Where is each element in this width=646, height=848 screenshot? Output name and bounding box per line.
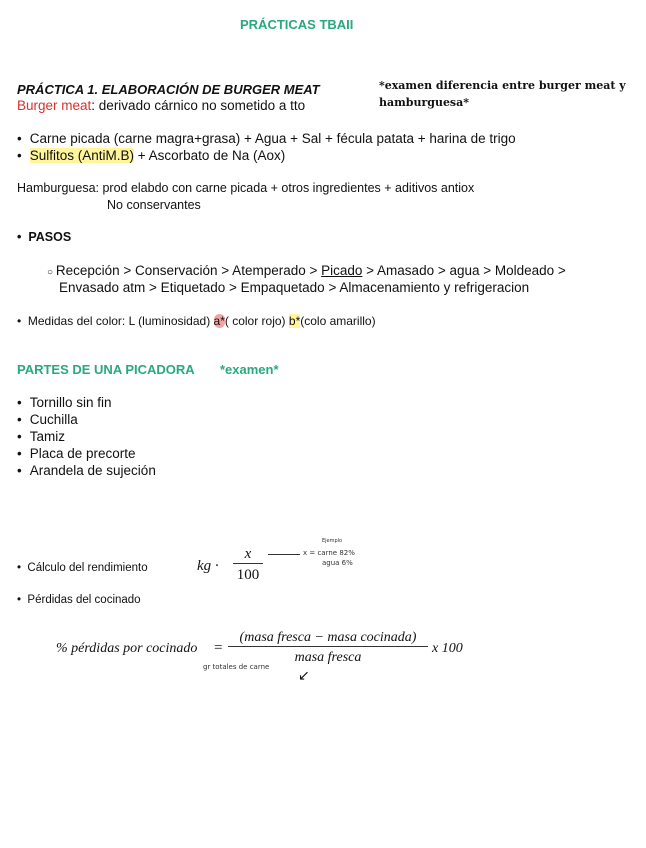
rendimiento-label: • Cálculo del rendimiento <box>17 562 148 574</box>
b-star: b* <box>288 314 301 328</box>
hamburguesa-note: No conservantes <box>107 198 201 212</box>
formula-lhs: % pérdidas por cocinado <box>56 641 198 656</box>
formula-kg: kg · <box>197 558 219 574</box>
formula-denominator: masa fresca <box>294 650 362 665</box>
picado-text: Picado <box>321 263 363 278</box>
definition <box>17 98 305 113</box>
arrow-icon <box>268 554 300 555</box>
hamburguesa-def: Hamburguesa: prod elabdo con carne picada + otros ingredientes + aditivos antiox <box>17 181 475 195</box>
color-measures: • Medidas del color: L (luminosidad) a*( color rojo) b*(colo amarillo) <box>17 314 376 328</box>
a-star: a* <box>213 314 225 328</box>
label-text: Pérdidas del cocinado <box>27 594 141 606</box>
definition-term: Burger meat <box>17 98 92 113</box>
list-item: • Placa de precorte <box>17 446 156 463</box>
highlighted-text: Sulfitos (AntiM.B) <box>29 148 135 163</box>
picadora-exam-note: *examen* <box>220 362 279 377</box>
formula-numerator: (masa fresca − masa cocinada) <box>228 630 428 647</box>
formula-num: x <box>233 546 263 564</box>
list-item: • Tamiz <box>17 429 156 446</box>
practice-heading: PRÁCTICA 1. ELABORACIÓN DE BURGER MEAT <box>17 82 320 97</box>
steps-text: > Amasado > agua > Moldeado > <box>362 263 566 278</box>
exam-note-2: hamburguesa* <box>379 96 470 109</box>
color-text: ( color rojo) <box>224 314 289 328</box>
exam-note: *examen diferencia entre burger meat y <box>379 79 626 92</box>
steps-line-1: ○ Recepción > Conservación > Atemperado > Picado > Amasado > agua > Moldeado > <box>47 263 566 278</box>
list-item <box>17 131 516 148</box>
steps-line-2: Envasado atm > Etiquetado > Empaquetado > Almacenamiento y refrigeracion <box>59 280 530 295</box>
color-text: (colo amarillo) <box>300 314 376 328</box>
definition-text: : derivado cárnico no sometido a tto <box>91 98 306 113</box>
list-item: • Cuchilla <box>17 412 156 429</box>
list-item <box>17 148 516 165</box>
handwritten-note: gr totales de carne <box>203 663 270 671</box>
handwritten-note: x = carne 82% <box>303 549 355 557</box>
picadora-heading: PARTES DE UNA PICADORA <box>17 362 195 377</box>
list-item-text: Carne picada (carne magra+grasa) + Agua + Sal + fécula patata + harina de trigo <box>29 131 516 146</box>
perdidas-label: • Pérdidas del cocinado <box>17 594 141 606</box>
color-text: Medidas del color: L (luminosidad) <box>27 314 214 328</box>
steps-text: Recepción > Conservación > Atemperado > <box>55 263 322 278</box>
picadora-list <box>17 395 156 480</box>
ingredients-list <box>17 131 516 165</box>
page-title: PRÁCTICAS TBAII <box>240 17 354 32</box>
handwritten-note: Ejemplo <box>322 538 343 544</box>
pasos-heading: • PASOS <box>17 230 72 244</box>
label-text: Cálculo del rendimiento <box>27 562 148 574</box>
formula-den: 100 <box>236 567 260 583</box>
list-item: • Tornillo sin fin <box>17 395 156 412</box>
pasos-label: PASOS <box>28 230 72 244</box>
formula-multiplier: x 100 <box>432 641 463 656</box>
arrow-down-icon: ↙ <box>298 667 310 683</box>
list-item: • Arandela de sujeción <box>17 463 156 480</box>
formula-equals: = <box>214 640 223 656</box>
handwritten-note: agua 6% <box>322 559 353 567</box>
list-item-text: + Ascorbato de Na (Aox) <box>134 148 286 163</box>
